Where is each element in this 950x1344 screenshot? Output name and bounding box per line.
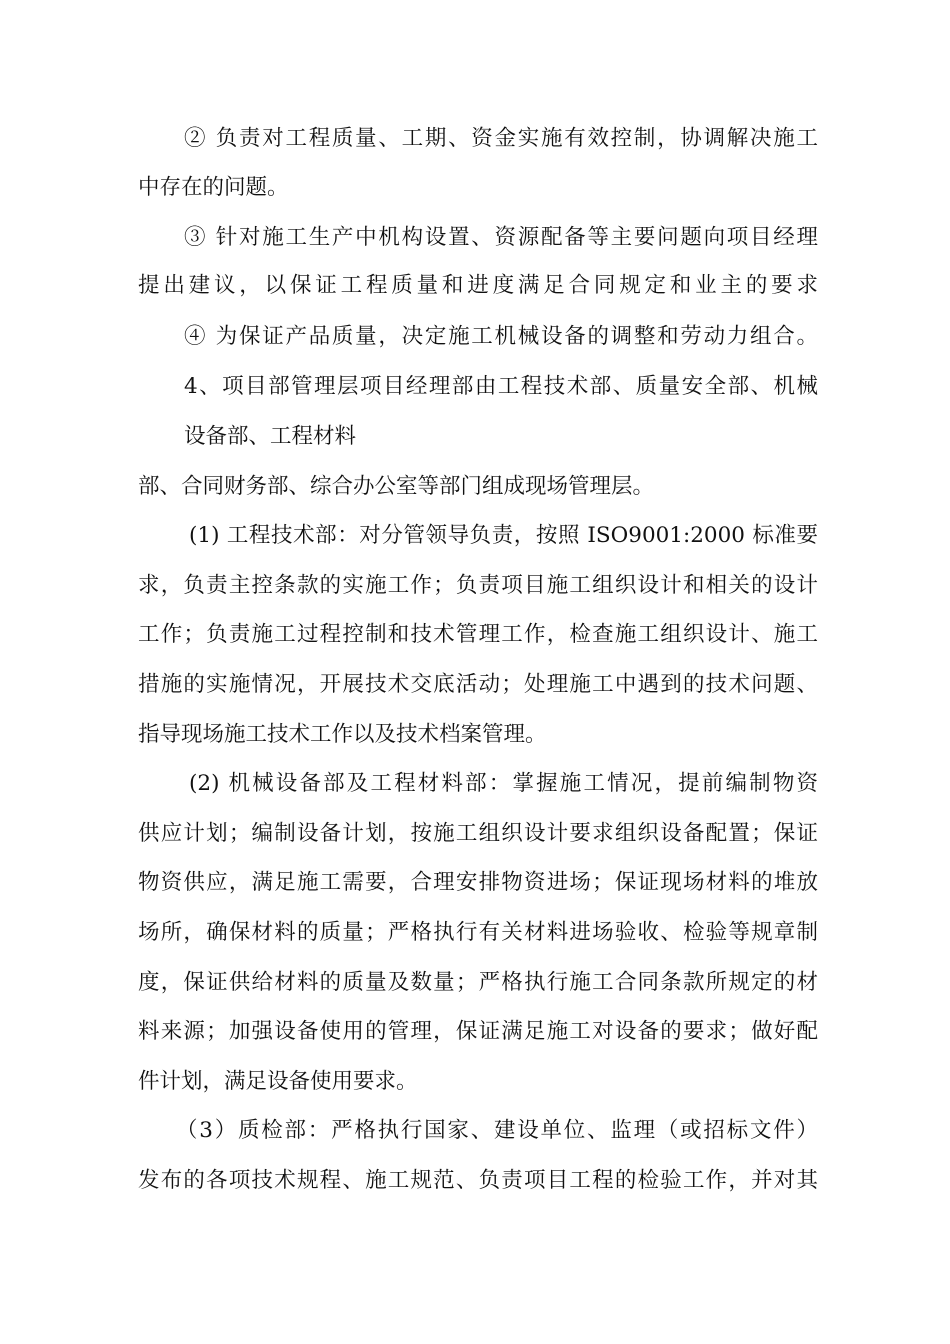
paragraph-3-line-1: ③ 针对施工生产中机构设置、资源配备等主要问题向项目经理 [184, 225, 818, 250]
section-4-line-2: 设备部、工程材料 [184, 424, 357, 449]
item-2-line-2: 供应计划；编制设备计划，按施工组织设计要求组织设备配置；保证 [138, 821, 818, 846]
item-2-line-6: 料来源；加强设备使用的管理，保证满足施工对设备的要求；做好配 [138, 1019, 818, 1044]
item-1-line-4: 措施的实施情况，开展技术交底活动；处理施工中遇到的技术问题、 [138, 672, 818, 697]
item-1-line-3: 工作；负责施工过程控制和技术管理工作，检查施工组织设计、施工 [138, 622, 818, 647]
paragraph-2-line-1: ② 负责对工程质量、工期、资金实施有效控制，协调解决施工 [184, 126, 818, 151]
item-2-line-7: 件计划，满足设备使用要求。 [138, 1069, 418, 1094]
section-4-line-3: 部、合同财务部、综合办公室等部门组成现场管理层。 [138, 474, 655, 499]
item-2-line-3: 物资供应，满足施工需要，合理安排物资进场；保证现场材料的堆放 [138, 870, 818, 895]
item-1-line-5: 指导现场施工技术工作以及技术档案管理。 [138, 722, 547, 747]
item-3-line-2: 发布的各项技术规程、施工规范、负责项目工程的检验工作，并对其 [138, 1168, 818, 1193]
paragraph-3-line-2: 提出建议，以保证工程质量和进度满足合同规定和业主的要求 [138, 273, 818, 298]
section-4-line-1: 4、项目部管理层项目经理部由工程技术部、质量安全部、机械 [184, 374, 818, 399]
item-2-line-4: 场所，确保材料的质量；严格执行有关材料进场验收、检验等规章制 [138, 920, 818, 945]
paragraph-4-line-1: ④ 为保证产品质量，决定施工机械设备的调整和劳动力组合。 [184, 324, 818, 349]
item-2-line-1: (2) 机械设备部及工程材料部：掌握施工情况，提前编制物资 [189, 771, 818, 796]
item-3-line-1: （3）质检部：严格执行国家、建设单位、监理（或招标文件） [176, 1118, 818, 1143]
item-1-line-2: 求，负责主控条款的实施工作；负责项目施工组织设计和相关的设计 [138, 573, 818, 598]
item-2-line-5: 度，保证供给材料的质量及数量；严格执行施工合同条款所规定的材 [138, 970, 818, 995]
item-1-line-1: (1) 工程技术部：对分管领导负责，按照 ISO9001:2000 标准要 [189, 523, 818, 548]
paragraph-2-line-2: 中存在的问题。 [138, 175, 289, 200]
